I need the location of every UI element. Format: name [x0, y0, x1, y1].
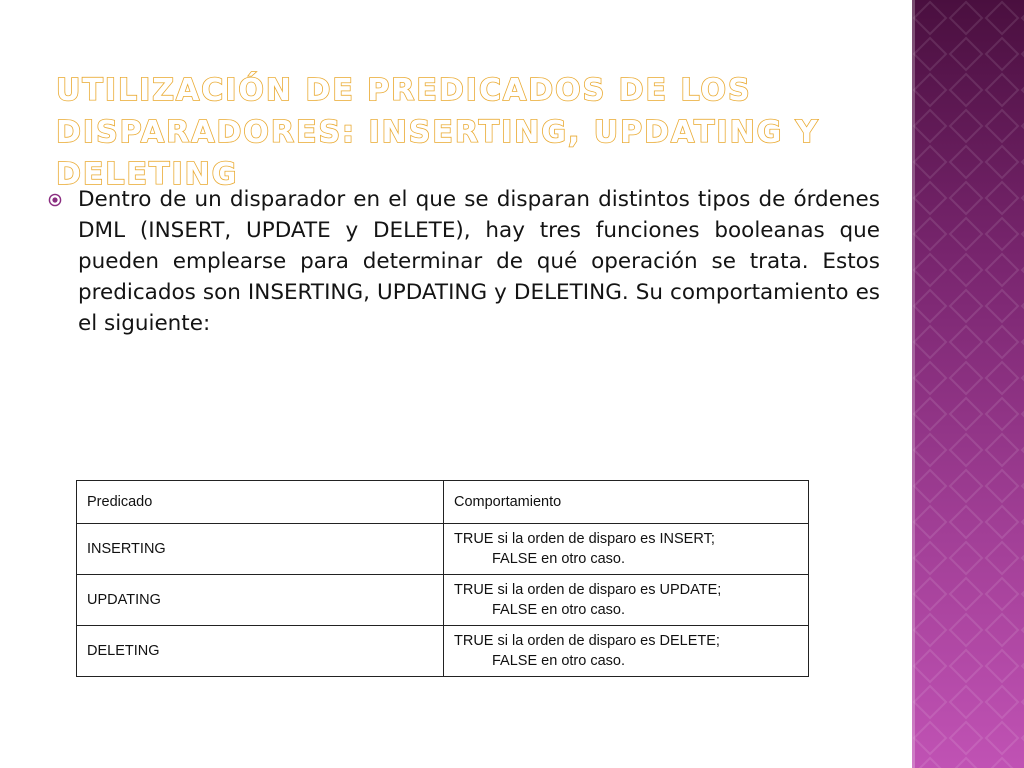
predicate-cell: UPDATING — [77, 575, 444, 626]
behavior-line: TRUE si la orden de disparo es UPDATE; — [454, 582, 722, 598]
table-row — [77, 575, 809, 626]
bullet-text: Dentro de un disparador en el que se disparan distintos tipos de órdenes DML (INSERT, UPDATE y DELETE), hay tres funciones booleanas que pueden emplearse para determinar de qué operación se trata. Estos predicados son INSERTING, UPDATING y DELETING. Su comportamiento es el siguiente: — [78, 187, 880, 336]
table-header-row — [77, 481, 809, 524]
behavior-cell — [444, 626, 809, 677]
predicates-table — [76, 480, 809, 677]
slide-title: UTILIZACIÓN DE PREDICADOS DE LOS DISPARADORES: INSERTING, UPDATING Y DELETING — [56, 73, 820, 192]
behavior-cell — [444, 575, 809, 626]
table-header-cell: Comportamiento — [444, 481, 809, 524]
bullet-item — [48, 184, 880, 339]
behavior-line: FALSE en otro caso. — [492, 653, 625, 669]
predicate-cell: DELETING — [77, 626, 444, 677]
decorative-side-band — [912, 0, 1024, 768]
table-row — [77, 626, 809, 677]
table-header-cell: Predicado — [77, 481, 444, 524]
behavior-cell — [444, 524, 809, 575]
diamond-pattern — [912, 0, 1024, 768]
behavior-line: TRUE si la orden de disparo es DELETE; — [454, 633, 720, 649]
behavior-line: FALSE en otro caso. — [492, 602, 625, 618]
circled-dot-icon — [48, 193, 62, 207]
predicate-cell: INSERTING — [77, 524, 444, 575]
table-row — [77, 524, 809, 575]
behavior-line: TRUE si la orden de disparo es INSERT; — [454, 531, 715, 547]
behavior-line: FALSE en otro caso. — [492, 551, 625, 567]
